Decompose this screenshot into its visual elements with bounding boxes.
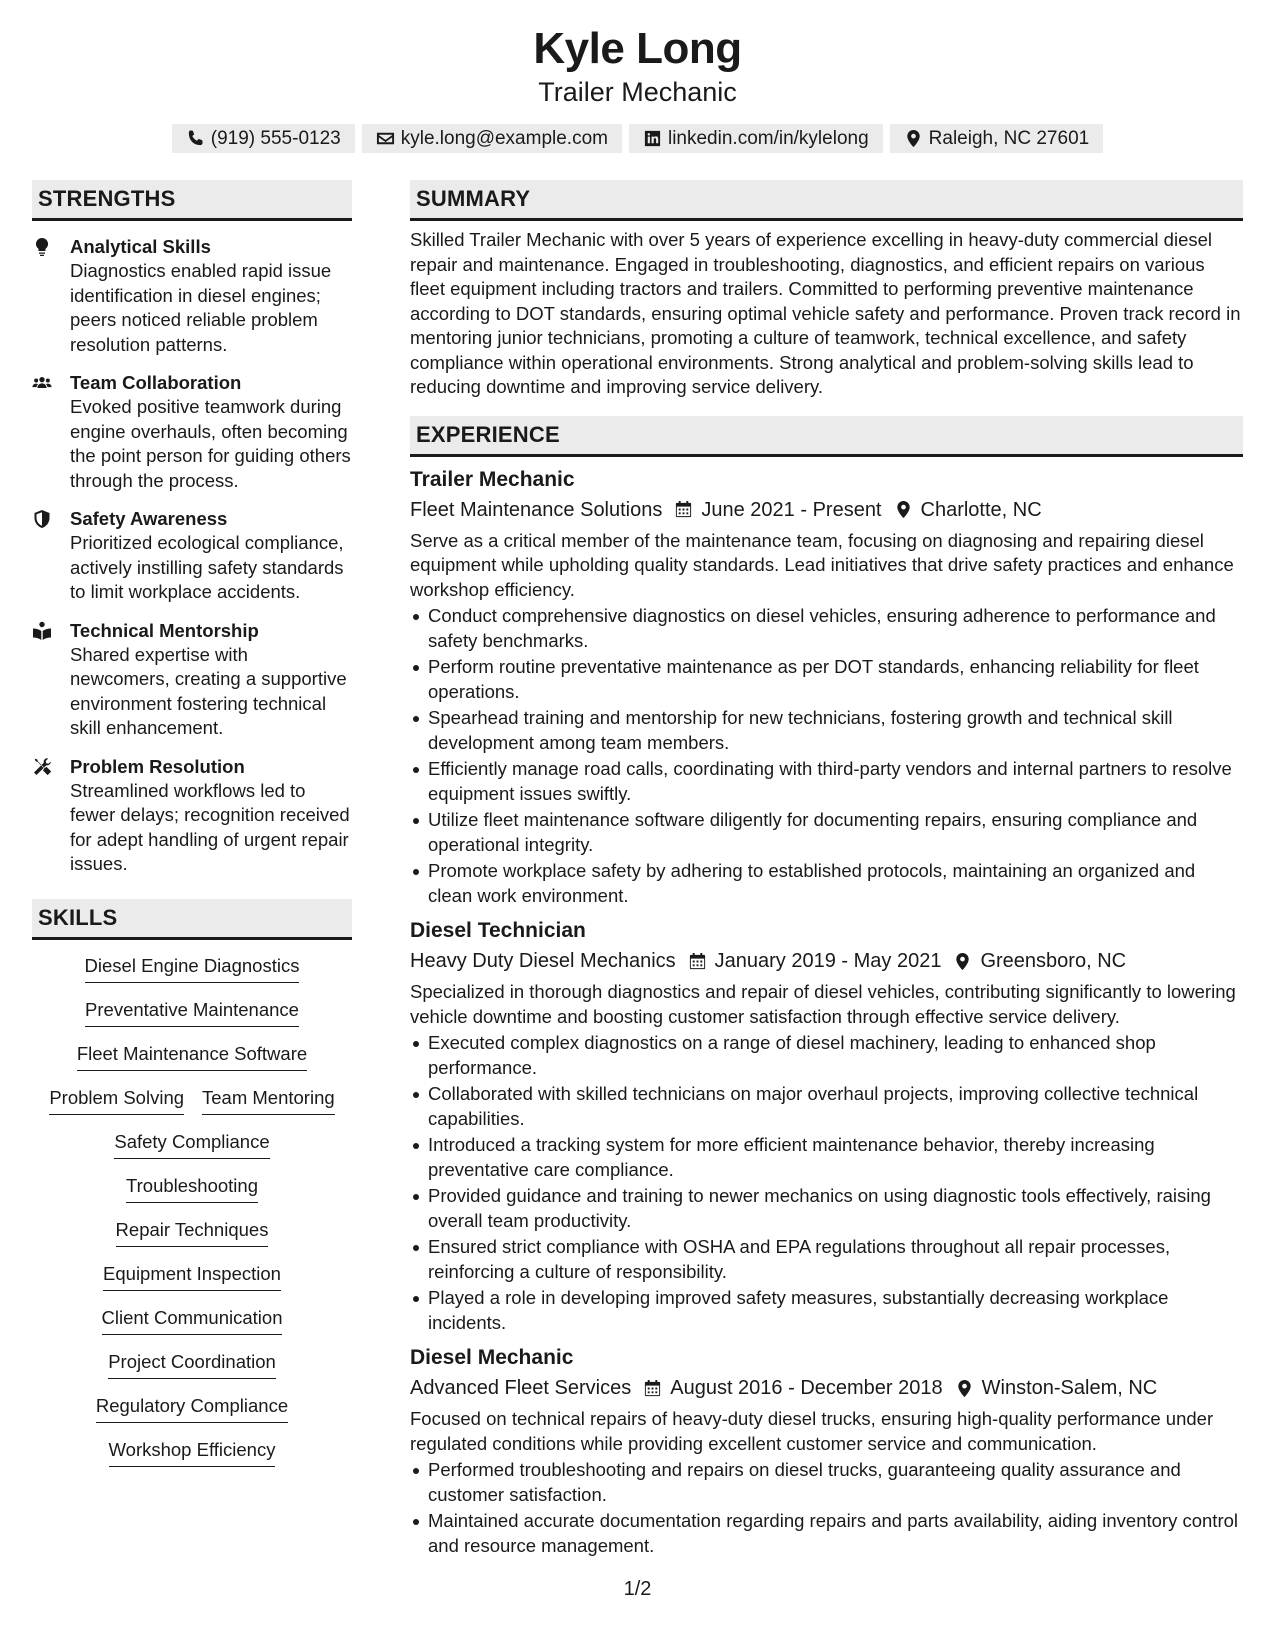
contact-phone bbox=[172, 124, 355, 153]
page-number: 1/2 bbox=[623, 1578, 652, 1600]
skill-tag: Safety Compliance bbox=[114, 1130, 269, 1159]
skills-heading: SKILLS bbox=[32, 899, 352, 940]
strengths-heading: STRENGTHS bbox=[32, 180, 352, 221]
skill-tag: Preventative Maintenance bbox=[85, 998, 299, 1027]
strength-title: Safety Awareness bbox=[70, 508, 228, 529]
strength-desc: Diagnostics enabled rapid issue identification in diesel engines; peers noticed reliable problem resolution patterns. bbox=[70, 260, 332, 355]
job-bullet: Efficiently manage road calls, coordinating with third-party vendors and internal partners to resolve equipment issues swiftly. bbox=[410, 757, 1243, 806]
job-bullet: Perform routine preventative maintenance as per DOT standards, enhancing reliability for fleet operations. bbox=[410, 655, 1243, 704]
job-location: Winston-Salem, NC bbox=[981, 1377, 1158, 1399]
map-pin-icon bbox=[904, 129, 923, 148]
strength-item bbox=[32, 371, 352, 493]
book-reader-icon bbox=[32, 621, 52, 641]
calendar-icon bbox=[674, 500, 693, 519]
job-bullet: Performed troubleshooting and repairs on diesel trucks, guaranteeing quality assurance and customer satisfaction. bbox=[410, 1458, 1243, 1507]
skill-tag: Repair Techniques bbox=[116, 1218, 269, 1247]
summary-heading: SUMMARY bbox=[410, 180, 1243, 221]
phone-text: (919) 555-0123 bbox=[210, 127, 341, 149]
skill-tag: Team Mentoring bbox=[202, 1086, 335, 1115]
lightbulb-icon bbox=[32, 237, 52, 257]
skill-tag: Workshop Efficiency bbox=[109, 1438, 276, 1467]
skill-tag: Fleet Maintenance Software bbox=[77, 1042, 307, 1071]
contact-location bbox=[890, 124, 1104, 153]
job-meta bbox=[410, 495, 1243, 525]
job-bullet: Utilize fleet maintenance software diligently for documenting repairs, ensuring compliance and operational integrity. bbox=[410, 808, 1243, 857]
job-entry bbox=[410, 917, 1243, 1335]
job-description: Specialized in thorough diagnostics and repair of diesel vehicles, contributing significantly to lowering vehicle downtime and boosting customer satisfaction through effective service delivery. bbox=[410, 981, 1236, 1027]
job-description: Focused on technical repairs of heavy-duty diesel trucks, ensuring high-quality performance under regulated conditions while providing excellent customer service and communication. bbox=[410, 1408, 1214, 1454]
skill-tag: Client Communication bbox=[102, 1306, 283, 1335]
skill-tag: Project Coordination bbox=[108, 1350, 276, 1379]
job-entry bbox=[410, 1344, 1243, 1558]
job-bullet: Played a role in developing improved safety measures, substantially decreasing workplace incidents. bbox=[410, 1286, 1243, 1335]
job-bullet: Provided guidance and training to newer mechanics on using diagnostic tools effectively, raising overall team productivity. bbox=[410, 1184, 1243, 1233]
job-title: Diesel Mechanic bbox=[410, 1346, 574, 1369]
job-company: Fleet Maintenance Solutions bbox=[410, 498, 663, 521]
resume-body bbox=[32, 180, 1243, 1560]
shield-icon bbox=[32, 509, 52, 529]
skills-list bbox=[32, 940, 352, 1482]
email-text[interactable]: kyle.long@example.com bbox=[400, 127, 608, 149]
job-location: Greensboro, NC bbox=[980, 950, 1127, 972]
strength-desc: Evoked positive teamwork during engine overhauls, often becoming the point person for guiding others through the process. bbox=[70, 396, 351, 491]
job-title: Trailer Mechanic bbox=[410, 467, 575, 491]
resume-header bbox=[0, 0, 1275, 153]
strength-title: Problem Resolution bbox=[70, 755, 245, 777]
left-column bbox=[32, 180, 352, 1560]
envelope-icon bbox=[376, 129, 395, 148]
job-company: Heavy Duty Diesel Mechanics bbox=[410, 950, 676, 972]
linkedin-icon bbox=[643, 129, 662, 148]
job-bullets bbox=[410, 1458, 1243, 1558]
users-icon bbox=[32, 373, 52, 393]
right-column bbox=[410, 180, 1243, 1560]
job-meta bbox=[410, 946, 1243, 976]
contact-linkedin[interactable] bbox=[629, 124, 883, 153]
job-bullet: Maintained accurate documentation regarding repairs and parts availability, aiding inventory control and resource management. bbox=[410, 1509, 1243, 1558]
contact-email[interactable] bbox=[362, 124, 622, 153]
skill-tag: Problem Solving bbox=[49, 1086, 184, 1115]
strength-title: Team Collaboration bbox=[70, 372, 242, 393]
job-description: Serve as a critical member of the maintenance team, focusing on diagnosing and repairing diesel equipment while upholding quality standards. Lead initiatives that drive safety practices and enhance workshop efficiency. bbox=[410, 529, 1234, 600]
location-text: Raleigh, NC 27601 bbox=[928, 127, 1090, 149]
job-title: Diesel Technician bbox=[410, 919, 586, 942]
map-pin-icon bbox=[953, 952, 972, 971]
strength-item bbox=[32, 619, 352, 741]
strength-desc: Prioritized ecological compliance, actively instilling safety standards to limit workplace accidents. bbox=[70, 532, 344, 602]
skill-tag: Regulatory Compliance bbox=[96, 1394, 288, 1423]
calendar-icon bbox=[643, 1379, 662, 1398]
job-bullets bbox=[410, 1031, 1243, 1335]
job-bullet: Introduced a tracking system for more efficient maintenance behavior, thereby increasing preventative care compliance. bbox=[410, 1133, 1243, 1182]
strength-item bbox=[32, 235, 352, 357]
strength-item bbox=[32, 507, 352, 605]
job-entry bbox=[410, 466, 1243, 909]
phone-icon bbox=[186, 129, 205, 148]
skill-tag: Equipment Inspection bbox=[103, 1262, 281, 1291]
job-dates: January 2019 - May 2021 bbox=[714, 950, 942, 972]
strength-desc: Shared expertise with newcomers, creating a supportive environment fostering technical skill enhancement. bbox=[70, 643, 347, 738]
map-pin-icon bbox=[894, 500, 913, 519]
experience-heading: EXPERIENCE bbox=[410, 416, 1243, 457]
candidate-name: Kyle Long bbox=[533, 24, 742, 73]
strength-item bbox=[32, 755, 352, 877]
job-bullet: Conduct comprehensive diagnostics on diesel vehicles, ensuring adherence to performance and safety benchmarks. bbox=[410, 604, 1243, 653]
skill-tag: Diesel Engine Diagnostics bbox=[85, 954, 300, 983]
job-bullet: Ensured strict compliance with OSHA and EPA regulations throughout all repair processes, reinforcing a culture of responsibility. bbox=[410, 1235, 1243, 1284]
summary-text: Skilled Trailer Mechanic with over 5 years of experience excelling in heavy-duty commercial diesel repair and maintenance. Engaged in troubleshooting, diagnostics, and efficient repairs on various fleet equipment including tractors and trailers. Committed to performing preventive maintenance according to DOT standards, ensuring optimal vehicle safety and performance. Proven track record in mentoring junior technicians, promoting a culture of teamwork, technical excellence, and safety compliance within operational environments. Strong analytical and problem-solving skills lead to reducing downtime and improving service delivery. bbox=[410, 229, 1241, 397]
skill-tag: Troubleshooting bbox=[126, 1174, 258, 1203]
job-meta bbox=[410, 1373, 1243, 1403]
linkedin-text[interactable]: linkedin.com/in/kylelong bbox=[667, 127, 869, 149]
job-bullet: Collaborated with skilled technicians on major overhaul projects, improving collective technical capabilities. bbox=[410, 1082, 1243, 1131]
calendar-icon bbox=[688, 952, 707, 971]
job-company: Advanced Fleet Services bbox=[410, 1377, 632, 1399]
strength-title: Technical Mentorship bbox=[70, 619, 259, 641]
tools-icon bbox=[32, 757, 52, 777]
map-pin-icon bbox=[955, 1379, 974, 1398]
job-bullets bbox=[410, 604, 1243, 908]
job-location: Charlotte, NC bbox=[920, 498, 1042, 521]
strength-title: Analytical Skills bbox=[70, 236, 211, 257]
contact-bar bbox=[0, 124, 1275, 153]
job-bullet: Promote workplace safety by adhering to established protocols, maintaining an organized and clean work environment. bbox=[410, 859, 1243, 908]
strength-desc: Streamlined workflows led to fewer delays; recognition received for adept handling of urgent repair issues. bbox=[70, 779, 350, 874]
candidate-title: Trailer Mechanic bbox=[538, 77, 737, 107]
job-dates: August 2016 - December 2018 bbox=[670, 1377, 943, 1399]
job-dates: June 2021 - Present bbox=[701, 498, 882, 521]
job-bullet: Spearhead training and mentorship for new technicians, fostering growth and technical skill development among team members. bbox=[410, 706, 1243, 755]
job-bullet: Executed complex diagnostics on a range of diesel machinery, leading to enhanced shop performance. bbox=[410, 1031, 1243, 1080]
